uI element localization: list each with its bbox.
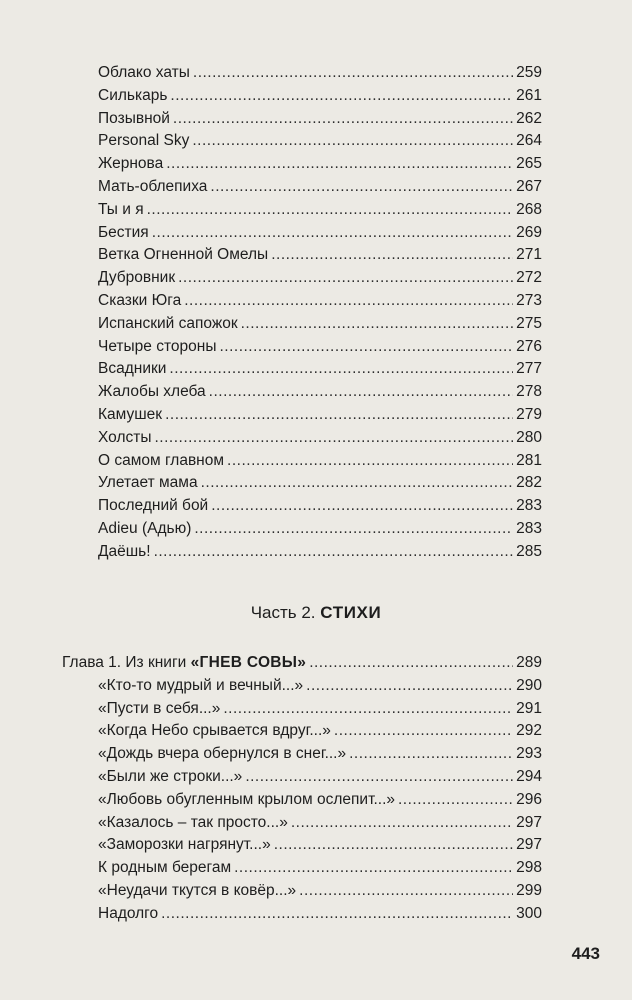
toc-entry-page: 262 (516, 109, 542, 127)
toc-entry-page: 291 (516, 699, 542, 717)
toc-list-part1 (98, 62, 542, 564)
part-title: СТИХИ (320, 603, 382, 622)
toc-entry (62, 789, 542, 812)
part-prefix: Часть 2. (250, 603, 316, 622)
toc-entry-title: Жернова (98, 155, 164, 173)
toc-entry-title: Ветка Огненной Омелы (98, 246, 269, 264)
toc-entry-title: Даёшь! (98, 542, 151, 560)
dot-leader (299, 880, 513, 903)
toc-entry-title: Бестия (98, 223, 149, 241)
chapter-title (62, 652, 306, 675)
dot-leader (152, 222, 513, 245)
dot-leader (309, 652, 513, 675)
toc-entry-title: Четыре стороны (98, 337, 217, 355)
toc-entry-page: 268 (516, 200, 542, 218)
toc-entry (62, 698, 542, 721)
dot-leader (154, 427, 513, 450)
toc-entry (98, 267, 542, 290)
toc-entry-title: Надолго (98, 904, 159, 922)
dot-leader (306, 675, 513, 698)
toc-entry-page: 276 (516, 337, 542, 355)
dot-leader (211, 495, 513, 518)
toc-entry-title: Камушек (98, 405, 163, 423)
toc-entry-title: Улетает мама (98, 474, 198, 492)
toc-entry-page: 264 (516, 132, 542, 150)
toc-entry-title: Мать-облепиха (98, 177, 208, 195)
toc-entry (62, 766, 542, 789)
toc-entry (98, 358, 542, 381)
toc-entry-title: «Дождь вчера обернулся в снег...» (98, 745, 347, 763)
toc-entry (98, 153, 542, 176)
toc-entry (62, 743, 542, 766)
toc-entry-title: «Были же строки...» (98, 767, 243, 785)
dot-leader (154, 541, 514, 564)
toc-entry-title: «Неудачи ткутся в ковёр...» (98, 881, 297, 899)
dot-leader (210, 176, 513, 199)
dot-leader (274, 834, 513, 857)
toc-entry-page: 278 (516, 383, 542, 401)
toc-entry (98, 495, 542, 518)
toc-entry (98, 541, 542, 564)
toc-entry-title: Позывной (98, 109, 170, 127)
dot-leader (245, 766, 513, 789)
toc-entry-title: «Кто-то мудрый и вечный...» (98, 676, 304, 694)
part-heading (0, 603, 632, 623)
dot-leader (398, 789, 513, 812)
dot-leader (271, 244, 513, 267)
dot-leader (184, 290, 513, 313)
toc-entry (98, 290, 542, 313)
dot-leader (201, 472, 514, 495)
toc-entry (62, 812, 542, 835)
chapter-page: 289 (516, 654, 542, 671)
toc-entry (62, 903, 542, 926)
toc-entry-page: 282 (516, 474, 542, 492)
toc-entry-page: 265 (516, 155, 542, 173)
toc-entry (98, 472, 542, 495)
toc-entry-title: Последний бой (98, 497, 209, 515)
toc-entry-page: 279 (516, 405, 542, 423)
toc-entry (98, 450, 542, 473)
toc-entry-page: 267 (516, 177, 542, 195)
dot-leader (194, 518, 513, 541)
toc-entry-title: «Любовь обугленным крылом ослепит...» (98, 790, 395, 808)
toc-entry-title: Испанский сапожок (98, 314, 238, 332)
toc-entry-page: 300 (516, 904, 542, 922)
toc-entry-title: «Когда Небо срывается вдруг...» (98, 722, 331, 740)
toc-entry-title: Personal Sky (98, 132, 190, 150)
toc-entry-title: «Казалось – так просто...» (98, 813, 288, 831)
toc-entry-page: 297 (516, 836, 542, 854)
chapter-prefix: Глава 1. Из книги (62, 654, 191, 671)
dot-leader (193, 62, 513, 85)
toc-entry (98, 85, 542, 108)
toc-entry-title: К родным берегам (98, 859, 232, 877)
toc-entry (98, 518, 542, 541)
toc-entry-title: Облако хаты (98, 64, 190, 81)
toc-entry-title: Дубровник (98, 269, 176, 287)
toc-entry-page: 283 (516, 519, 542, 537)
toc-entry (98, 313, 542, 336)
dot-leader (173, 108, 513, 131)
toc-entry-page: 290 (516, 676, 542, 694)
dot-leader (241, 313, 514, 336)
dot-leader (209, 381, 513, 404)
toc-entry (62, 675, 542, 698)
toc-entry-title: О самом главном (98, 451, 225, 469)
toc-entry (98, 336, 542, 359)
toc-entry-page: 294 (516, 767, 542, 785)
toc-entry (62, 834, 542, 857)
toc-entry (98, 404, 542, 427)
toc-entry-title: Сказки Юга (98, 291, 182, 309)
dot-leader (165, 404, 513, 427)
toc-entry-page: 298 (516, 859, 542, 877)
toc-entry (98, 199, 542, 222)
toc-entry-title: Ты и я (98, 200, 144, 218)
toc-entry (62, 880, 542, 903)
dot-leader (291, 812, 513, 835)
dot-leader (227, 450, 513, 473)
toc-entry-page: 292 (516, 722, 542, 740)
toc-entry-title: «Пусти в себя...» (98, 699, 221, 717)
toc-entry (62, 720, 542, 743)
toc-entry (98, 244, 542, 267)
dot-leader (349, 743, 513, 766)
toc-entry-title: Холсты (98, 428, 152, 446)
dot-leader (170, 85, 513, 108)
dot-leader (147, 199, 514, 222)
toc-entry (98, 108, 542, 131)
toc-entry (98, 130, 542, 153)
chapter-entry (62, 652, 542, 675)
toc-entry-page: 269 (516, 223, 542, 241)
toc-entry-page: 285 (516, 542, 542, 560)
chapter-book-title: «ГНЕВ СОВЫ» (190, 654, 307, 671)
toc-entry-title: Силькарь (98, 86, 168, 104)
toc-entry (98, 62, 542, 85)
dot-leader (161, 903, 513, 926)
toc-entry-title: «Заморозки нагрянут...» (98, 836, 271, 854)
toc-entry-page: 280 (516, 428, 542, 446)
toc-entry-page: 273 (516, 291, 542, 309)
dot-leader (169, 358, 513, 381)
dot-leader (178, 267, 513, 290)
toc-entry-title: Adieu (Адью) (98, 519, 192, 537)
toc-entry-page: 297 (516, 813, 542, 831)
dot-leader (234, 857, 513, 880)
toc-entry-page: 281 (516, 451, 542, 469)
dot-leader (334, 720, 513, 743)
dot-leader (166, 153, 513, 176)
page-number: 443 (571, 944, 600, 963)
toc-entry-page: 299 (516, 881, 542, 899)
toc-entry (98, 176, 542, 199)
toc-entry-title: Всадники (98, 360, 167, 378)
toc-list-chapter1 (62, 652, 542, 926)
dot-leader (219, 336, 513, 359)
dot-leader (223, 698, 513, 721)
toc-entry-page: 261 (516, 86, 542, 104)
toc-entry-page: 293 (516, 745, 542, 763)
toc-entry-page: 296 (516, 790, 542, 808)
toc-entry-page: 272 (516, 269, 542, 287)
toc-entry (98, 381, 542, 404)
toc-entry-page: 283 (516, 497, 542, 515)
toc-entry-page: 275 (516, 314, 542, 332)
toc-entry (98, 427, 542, 450)
toc-entry-title: Жалобы хлеба (98, 383, 206, 401)
toc-entry-page: 271 (516, 246, 542, 264)
toc-entry-page: 277 (516, 360, 542, 378)
dot-leader (192, 130, 513, 153)
toc-entry-page: 259 (516, 64, 542, 81)
toc-entry (62, 857, 542, 880)
toc-entry (98, 222, 542, 245)
